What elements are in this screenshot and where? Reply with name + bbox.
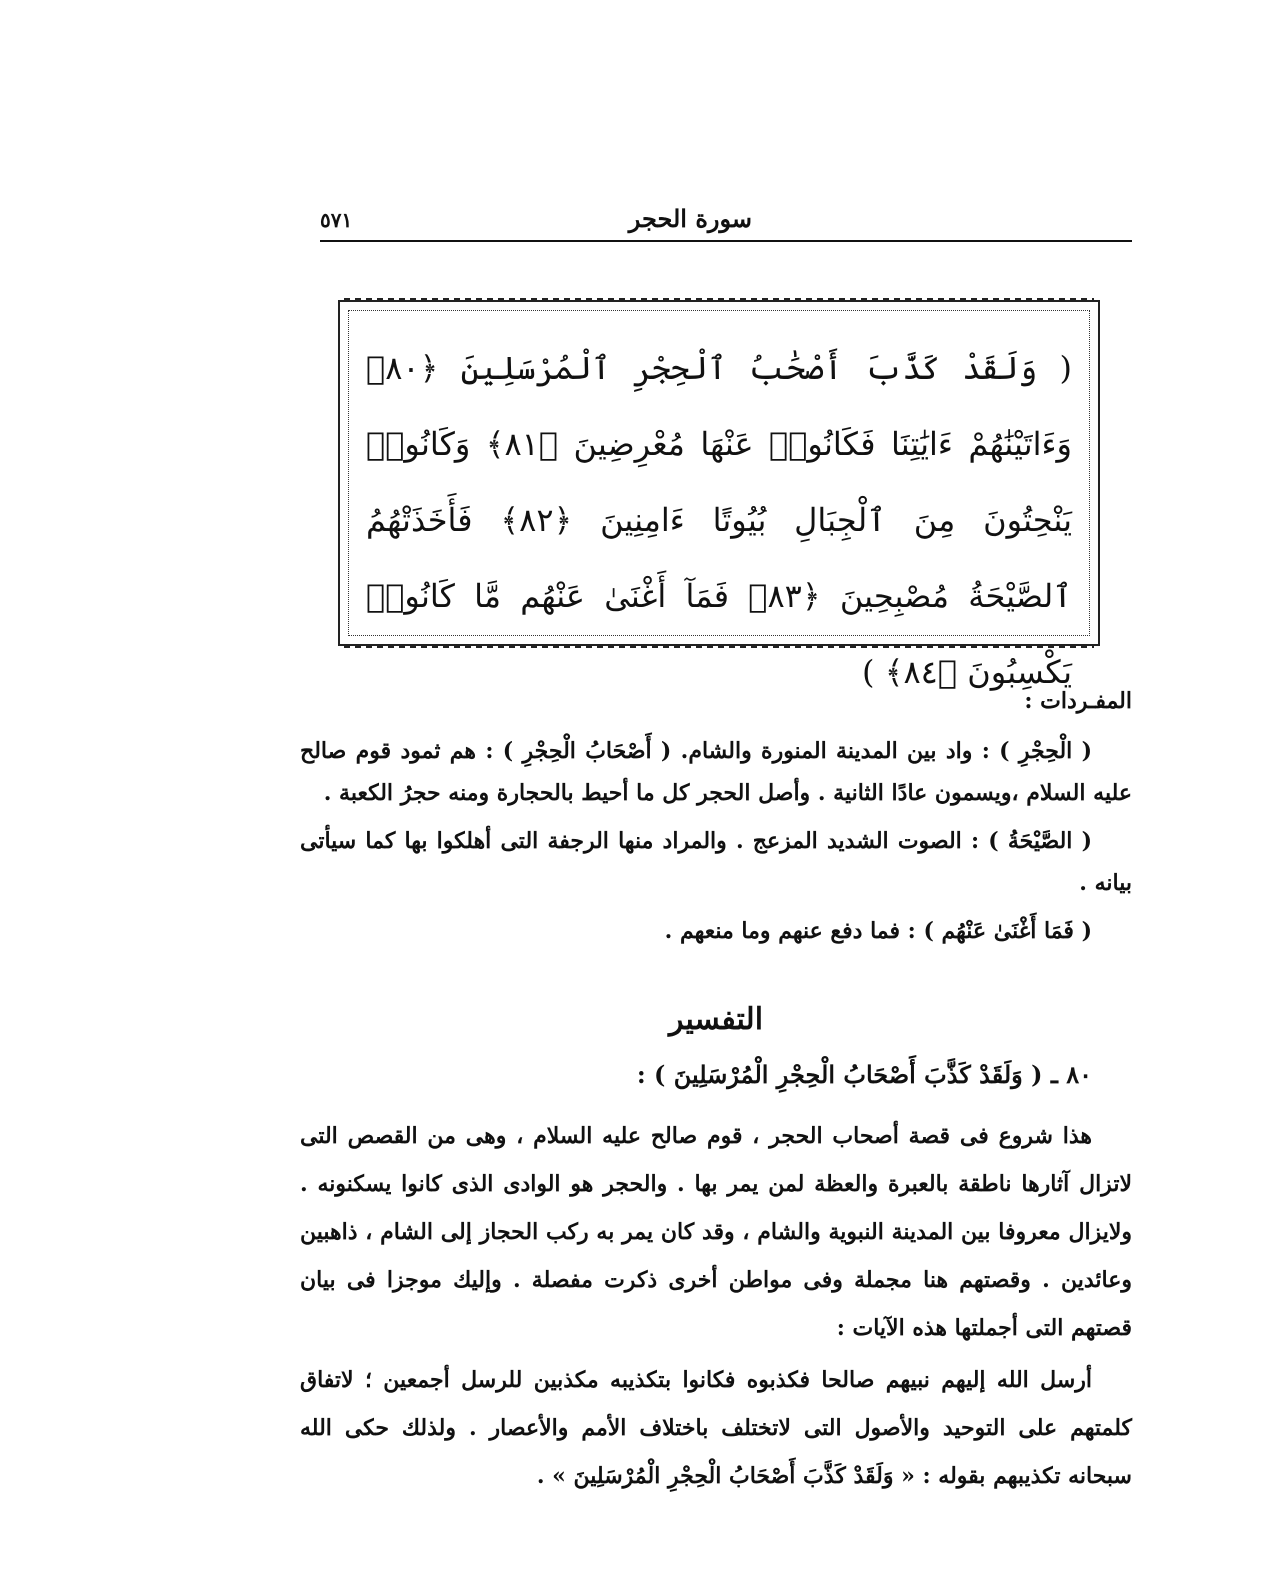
- verse-reference: ٨٠ ـ ( وَلَقَدْ كَذَّبَ أَصْحَابُ الْحِجْرِ الْمُرْسَلِينَ ) :: [636, 1060, 1092, 1089]
- tafsir-title: التفسير: [668, 1002, 764, 1037]
- quran-verse-frame: [338, 300, 1100, 691]
- running-head: [300, 200, 1132, 240]
- vocab-section: [300, 730, 1132, 958]
- vocab-heading: المفـردات :: [1024, 688, 1132, 714]
- tafsir-paragraph: أرسل الله إليهم نبيهم صالحا فكذبوه فكانوا بتكذيبه مكذبين للرسل أجمعين ؛ لاتفاق كلمتهم على التوحيد والأصول التى لاتختلف باختلاف الأمم والأعصار . ولذلك حكى الله سبحانه تكذيبهم بقوله : « وَلَقَدْ كَذَّبَ أَصْحَابُ الْحِجْرِ الْمُرْسَلِينَ » .: [300, 1367, 1132, 1489]
- vocab-item: ( الصَّيْحَةُ ) : الصوت الشديد المزعج . والمراد منها الرجفة التى أهلكوا بها كما سيأتى بيانه .: [300, 828, 1132, 896]
- book-page: [300, 0, 1132, 1573]
- surah-title: سورة الحجر: [628, 204, 752, 233]
- page-number: ٥٧١: [320, 208, 353, 232]
- tafsir-body: [300, 1112, 1132, 1504]
- vocab-item: ( الْحِجْرِ ) : واد بين المدينة المنورة والشام. ( أَصْحَابُ الْحِجْرِ ) : هم ثمود قوم صالح عليه السلام ،ويسمون عادًا الثانية . وأصل الحجر كل ما أحيط بالحجارة ومنه حجرُ الكعبة .: [300, 738, 1132, 806]
- frame-top-ornament: [344, 298, 1094, 302]
- quran-verses: ( وَلَقَدْ كَذَّبَ أَصْحَٰبُ ٱلْحِجْرِ ٱلْمُرْسَلِينَ ﴿٨٠﴾ وَءَاتَيْنَٰهُمْ ءَايَٰتِنَا فَكَانُوا۟ عَنْهَا مُعْرِضِينَ ﴿٨١﴾ وَكَانُوا۟ يَنْحِتُونَ مِنَ ٱلْجِبَالِ بُيُوتًا ءَامِنِينَ ﴿٨٢﴾ فَأَخَذَتْهُمُ ٱلصَّيْحَةُ مُصْبِحِينَ ﴿٨٣﴾ فَمَآ أَغْنَىٰ عَنْهُم مَّا كَانُوا۟ يَكْسِبُونَ ﴿٨٤﴾ ): [366, 349, 1073, 691]
- vocab-item: ( فَمَا أَغْنَىٰ عَنْهُم ) : فما دفع عنهم وما منعهم .: [664, 918, 1092, 944]
- tafsir-paragraph: هذا شروع فى قصة أصحاب الحجر ، قوم صالح عليه السلام ، وهى من القصص التى لاتزال آثارها ناطقة بالعبرة والعظة لمن يمر بها . والحجر هو الوادى الذى كانوا يسكنونه . ولايزال معروفا بين المدينة النبوية والشام ، وقد كان يمر به ركب الحجاز إلى الشام ، ذاهبين وعائدين . وقصتهم هنا مجملة وفى مواطن أخرى ذكرت مفصلة . وإليك موجزا فى بيان قصتهم التى أجملتها هذه الآيات :: [300, 1123, 1132, 1341]
- header-rule: [320, 240, 1132, 242]
